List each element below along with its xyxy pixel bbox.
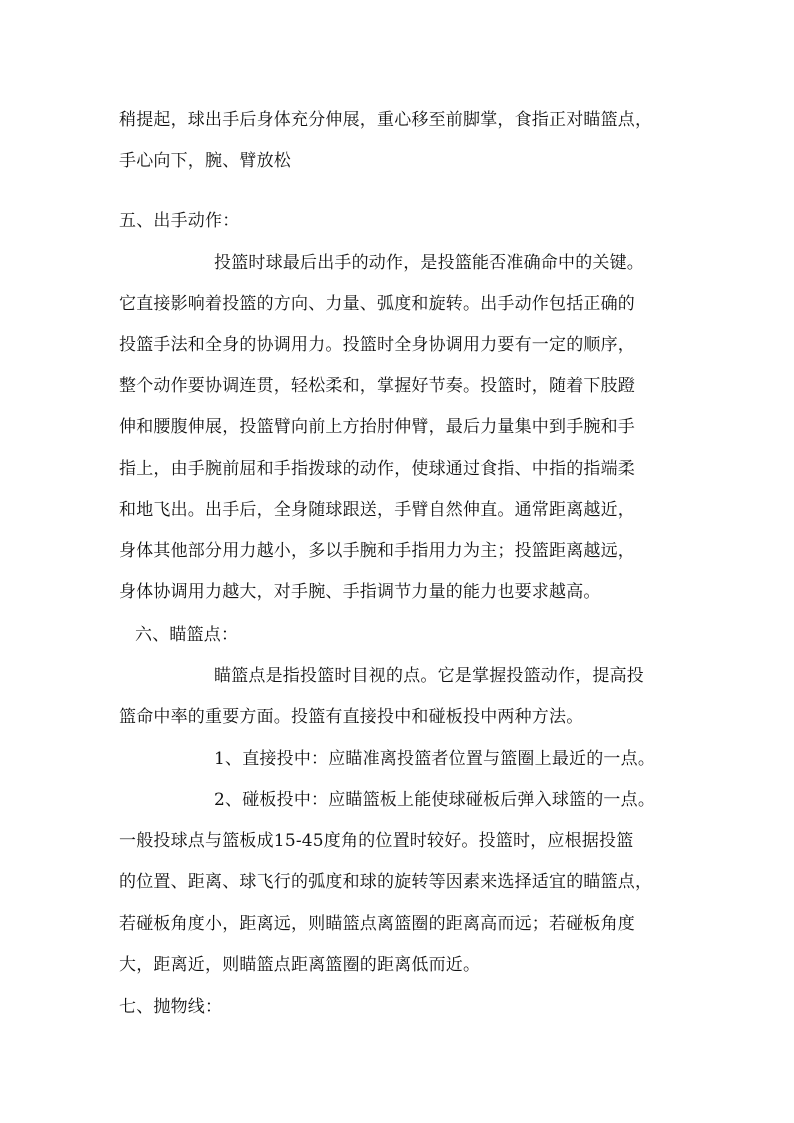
list-item: 2、碰板投中：应瞄篮板上能使球碰板后弹入球篮的一点。 xyxy=(214,790,656,810)
paragraph-line: 身体协调用力越大，对手腕、手指调节力量的能力也要求越高。 xyxy=(119,582,601,602)
paragraph-line: 投篮手法和全身的协调用力。投篮时全身协调用力要有一定的顺序， xyxy=(119,335,635,355)
list-item: 1、直接投中：应瞄准离投篮者位置与篮圈上最近的一点。 xyxy=(214,749,656,769)
paragraph-line: 伸和腰腹伸展，投篮臂向前上方抬肘伸臂，最后力量集中到手腕和手 xyxy=(119,417,635,437)
paragraph-line: 篮命中率的重要方面。投篮有直接投中和碰板投中两种方法。 xyxy=(119,707,584,727)
paragraph-line: 它直接影响着投篮的方向、力量、弧度和旋转。出手动作包括正确的 xyxy=(119,294,635,314)
paragraph-line: 整个动作要协调连贯，轻松柔和，掌握好节奏。投篮时，随着下肢蹬 xyxy=(119,376,635,396)
section-heading: 五、出手动作： xyxy=(119,211,240,231)
paragraph-line: 一般投球点与篮板成15-45度角的位置时较好。投篮时，应根据投篮 xyxy=(119,831,634,851)
paragraph-line: 大，距离近，则瞄篮点距离篮圈的距离低而近。 xyxy=(119,955,481,975)
paragraph-line: 手心向下，腕、臂放松 xyxy=(119,151,291,171)
paragraph-line: 稍提起，球出手后身体充分伸展，重心移至前脚掌，食指正对瞄篮点， xyxy=(119,110,653,130)
paragraph-line: 的位置、距离、球飞行的弧度和球的旋转等因素来选择适宜的瞄篮点， xyxy=(119,872,653,892)
section-heading: 七、抛物线： xyxy=(119,997,223,1017)
paragraph-line: 瞄篮点是指投篮时目视的点。它是掌握投篮动作，提高投 xyxy=(214,666,644,686)
paragraph-line: 指上，由手腕前屈和手指拨球的动作，使球通过食指、中指的指端柔 xyxy=(119,459,635,479)
paragraph-line: 若碰板角度小，距离远，则瞄篮点离篮圈的距离高而远；若碰板角度 xyxy=(119,914,635,934)
paragraph-line: 和地飞出。出手后，全身随球跟送，手臂自然伸直。通常距离越近， xyxy=(119,500,635,520)
paragraph-line: 身体其他部分用力越小，多以手腕和手指用力为主；投篮距离越远， xyxy=(119,541,635,561)
paragraph-line: 投篮时球最后出手的动作，是投篮能否准确命中的关键。 xyxy=(214,253,644,273)
section-heading: 六、瞄篮点： xyxy=(135,625,239,645)
